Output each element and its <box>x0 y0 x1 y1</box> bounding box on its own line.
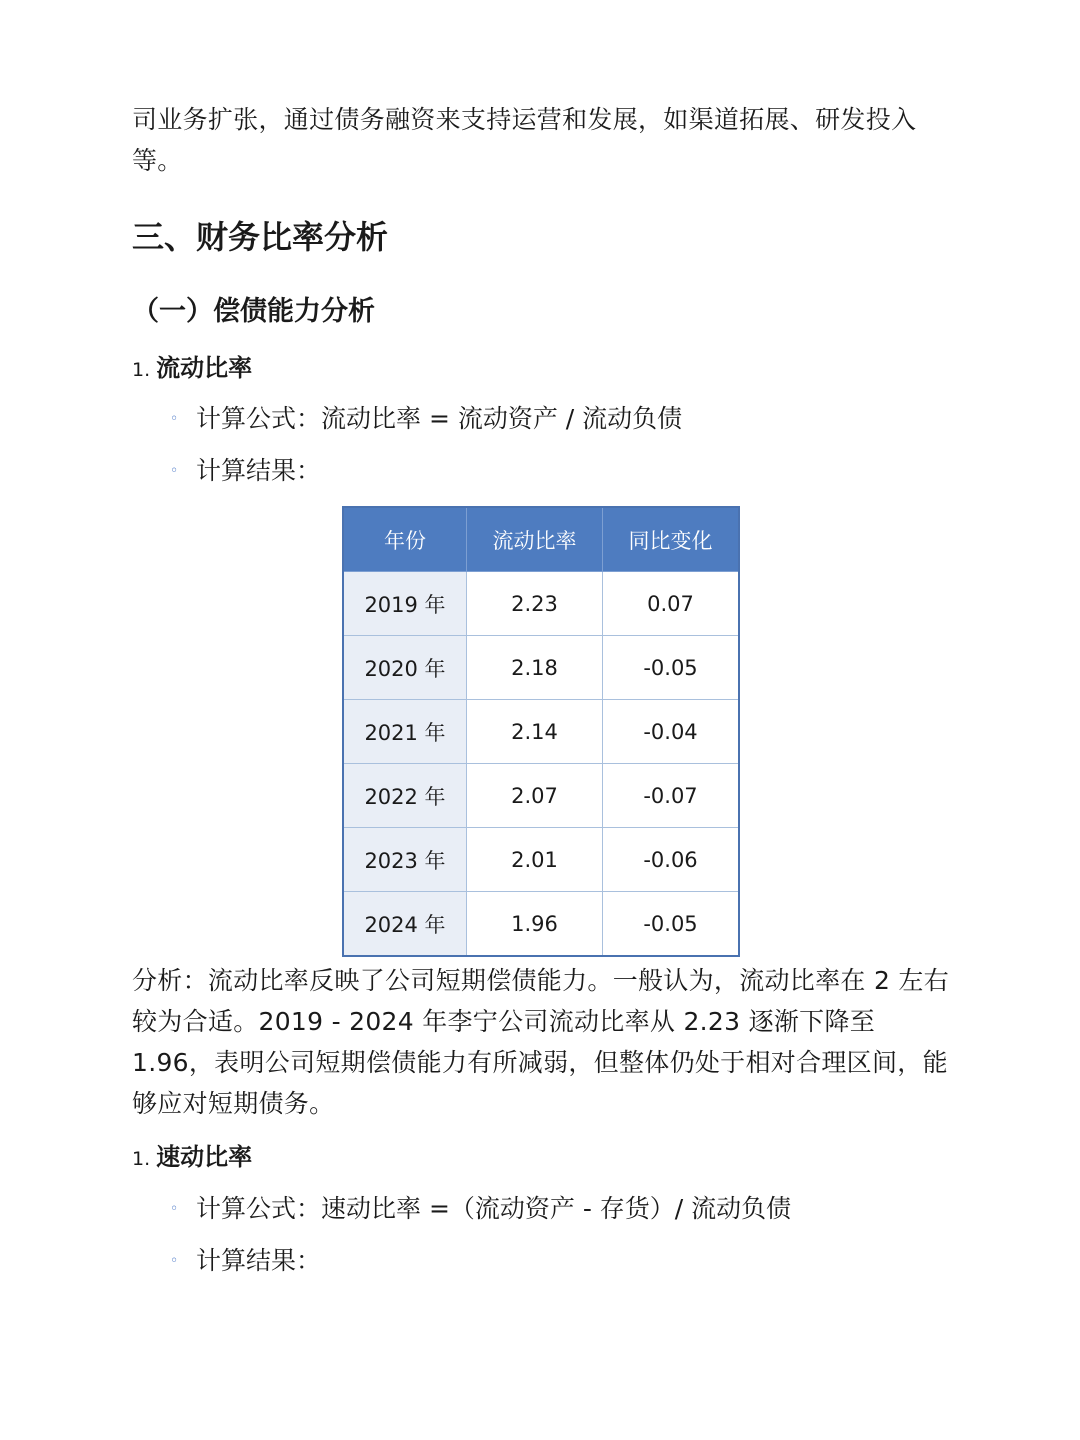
cell-year: 2020 年 <box>343 636 467 700</box>
cell-change: -0.05 <box>603 892 740 957</box>
cell-ratio: 2.23 <box>467 572 603 636</box>
table-header-row <box>343 507 739 572</box>
circle-bullet-icon: ◦ <box>170 463 179 479</box>
intro-paragraph: 司业务扩张，通过债务融资来支持运营和发展，如渠道拓展、研发投入等。 <box>132 105 917 175</box>
quick-ratio-heading <box>132 1139 252 1177</box>
table-row <box>343 636 739 700</box>
section-heading: 三、财务比率分析 <box>132 218 389 256</box>
cell-change: -0.06 <box>603 828 740 892</box>
cell-change: -0.04 <box>603 700 740 764</box>
current-ratio-heading <box>132 350 252 388</box>
result-label-text: 计算结果： <box>196 1246 322 1275</box>
header-change: 同比变化 <box>603 507 740 572</box>
quick-ratio-result-label <box>170 1243 321 1279</box>
list-number: 1. <box>132 359 151 381</box>
cell-ratio: 2.01 <box>467 828 603 892</box>
table-row <box>343 700 739 764</box>
circle-bullet-icon: ◦ <box>170 1253 179 1269</box>
quick-ratio-title: 速动比率 <box>156 1143 253 1171</box>
cell-year: 2024 年 <box>343 892 467 957</box>
current-ratio-table <box>342 506 740 957</box>
current-ratio-formula <box>170 401 682 437</box>
table-row <box>343 828 739 892</box>
current-ratio-result-label <box>170 453 321 489</box>
quick-ratio-formula <box>170 1191 791 1227</box>
header-ratio: 流动比率 <box>467 507 603 572</box>
circle-bullet-icon: ◦ <box>170 411 179 427</box>
table-row <box>343 572 739 636</box>
subsection-heading: （一）偿债能力分析 <box>132 296 375 327</box>
cell-ratio: 2.14 <box>467 700 603 764</box>
analysis-paragraph: 分析：流动比率反映了公司短期偿债能力。一般认为，流动比率在 2 左右较为合适。2019 - 2024 年李宁公司流动比率从 2.23 逐渐下降至 1.96，表明公司短期偿债能力有所减弱，但整体仍处于相对合理区间，能够应对短期债务。 <box>132 966 950 1118</box>
cell-ratio: 2.07 <box>467 764 603 828</box>
cell-change: -0.07 <box>603 764 740 828</box>
cell-year: 2021 年 <box>343 700 467 764</box>
table-row <box>343 892 739 957</box>
cell-year: 2022 年 <box>343 764 467 828</box>
result-label-text: 计算结果： <box>196 456 322 485</box>
cell-year: 2023 年 <box>343 828 467 892</box>
cell-change: 0.07 <box>603 572 740 636</box>
header-year: 年份 <box>343 507 467 572</box>
circle-bullet-icon: ◦ <box>170 1201 179 1217</box>
current-ratio-title: 流动比率 <box>156 354 253 382</box>
table-row <box>343 764 739 828</box>
formula-text: 计算公式：速动比率 =（流动资产 - 存货）/ 流动负债 <box>196 1194 792 1223</box>
formula-text: 计算公式：流动比率 = 流动资产 / 流动负债 <box>196 404 683 433</box>
cell-change: -0.05 <box>603 636 740 700</box>
cell-year: 2019 年 <box>343 572 467 636</box>
cell-ratio: 2.18 <box>467 636 603 700</box>
list-number: 1. <box>132 1148 151 1170</box>
cell-ratio: 1.96 <box>467 892 603 957</box>
